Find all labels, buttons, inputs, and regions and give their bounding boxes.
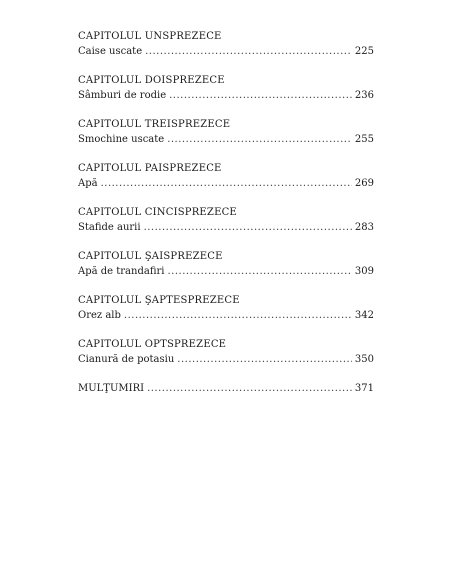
chapter-title: Caise uscate	[78, 46, 143, 57]
toc-row	[78, 177, 374, 191]
chapter-heading: CAPITOLUL TREISPREZECE	[78, 119, 231, 130]
chapter-title: Stafide aurii	[78, 222, 141, 233]
toc-row	[78, 133, 374, 147]
toc-entry-12	[78, 74, 374, 103]
dot-leader	[124, 309, 352, 323]
chapter-heading: CAPITOLUL ŞAISPREZECE	[78, 251, 223, 262]
dot-leader	[169, 89, 352, 103]
chapter-heading: CAPITOLUL ŞAPTESPREZECE	[78, 295, 240, 306]
toc-entry-17	[78, 294, 374, 323]
chapter-title: Apă	[78, 178, 98, 189]
dot-leader	[145, 45, 352, 59]
toc-entry-acknowledgments	[78, 382, 374, 396]
dot-leader	[177, 353, 352, 367]
chapter-title: Sâmburi de rodie	[78, 90, 167, 101]
page-number: 225	[354, 46, 374, 57]
toc-row	[78, 45, 374, 59]
table-of-contents	[78, 30, 374, 411]
chapter-title: Orez alb	[78, 310, 121, 321]
chapter-title: Cianură de potasiu	[78, 354, 175, 365]
toc-entry-11	[78, 30, 374, 59]
page-number: 350	[354, 354, 374, 365]
chapter-title: Apă de trandafiri	[78, 266, 165, 277]
toc-row	[78, 309, 374, 323]
page-number: 255	[354, 134, 374, 145]
chapter-heading: CAPITOLUL OPTSPREZECE	[78, 339, 227, 350]
page-number: 342	[354, 310, 374, 321]
page-number: 269	[354, 178, 374, 189]
toc-entry-16	[78, 250, 374, 279]
page-number: 236	[354, 90, 374, 101]
toc-entry-13	[78, 118, 374, 147]
dot-leader	[167, 133, 352, 147]
page-number: 283	[354, 222, 374, 233]
dot-leader	[144, 221, 352, 235]
toc-entry-14	[78, 162, 374, 191]
chapter-heading: CAPITOLUL UNSPREZECE	[78, 31, 222, 42]
toc-row	[78, 89, 374, 103]
chapter-title: Smochine uscate	[78, 134, 165, 145]
chapter-heading: CAPITOLUL PAISPREZECE	[78, 163, 222, 174]
toc-row	[78, 265, 374, 279]
dot-leader	[147, 382, 352, 396]
toc-entry-18	[78, 338, 374, 367]
chapter-heading: CAPITOLUL DOISPREZECE	[78, 75, 225, 86]
chapter-heading: CAPITOLUL CINCISPREZECE	[78, 207, 237, 218]
toc-entry-15	[78, 206, 374, 235]
toc-row	[78, 221, 374, 235]
toc-row	[78, 353, 374, 367]
dot-leader	[101, 177, 352, 191]
acknowledgments-title: MULŢUMIRI	[78, 383, 145, 394]
page-number: 371	[354, 383, 374, 394]
page-number: 309	[354, 266, 374, 277]
dot-leader	[167, 265, 351, 279]
toc-row	[78, 382, 374, 396]
